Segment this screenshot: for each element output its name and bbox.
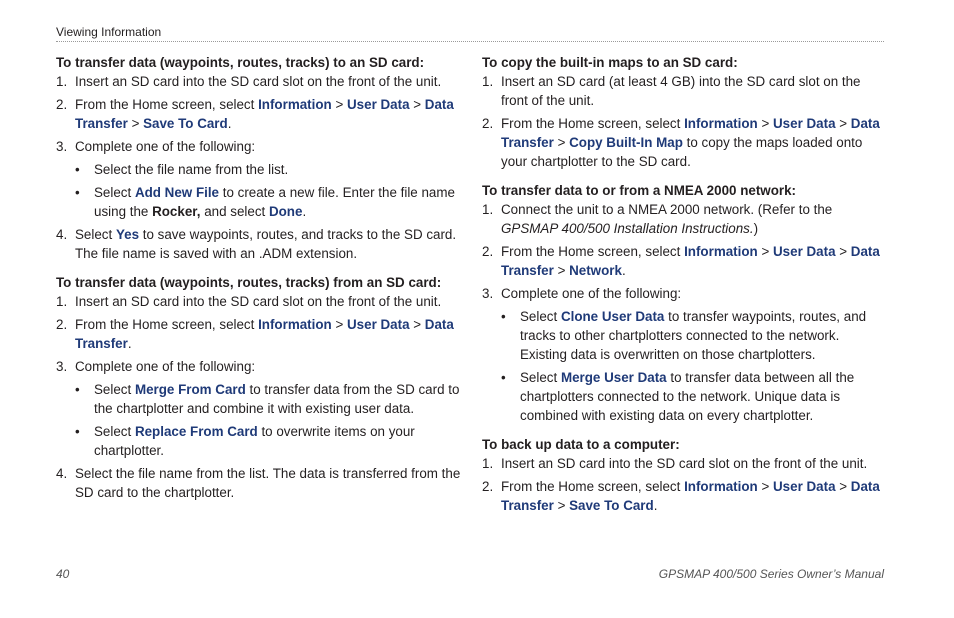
doc-reference: GPSMAP 400/500 Installation Instructions. [501,221,754,236]
step-number: 4. [56,227,68,242]
menu-merge-user-data: Merge User Data [560,370,667,385]
step-number: 1. [56,294,68,309]
bullet-icon: • [75,162,80,177]
menu-user-data: User Data [347,317,410,332]
step-1: 1. Insert an SD card (at least 4 GB) into the SD card slot on the front of the unit. [482,74,861,108]
nmea-section [482,181,886,425]
rocker-key: Rocker, [152,204,201,219]
manual-title: GPSMAP 400/500 Series Owner’s Manual [658,567,884,581]
step-number: 2. [56,97,68,112]
header-divider [56,41,884,42]
step-number: 3. [56,359,68,374]
step-4: 4. Select the file name from the list. The data is transferred from the SD card to the chartplotter. [56,466,461,500]
section-heading: To transfer data (waypoints, routes, tracks) to an SD card: [56,55,425,70]
menu-information: Information [684,479,758,494]
step-number: 4. [56,466,68,481]
step-2: 2. From the Home screen, select Information > User Data > Data Transfer > Copy Built-In Map to copy the maps loaded onto your chartplotter to the SD card. [482,116,880,169]
menu-user-data: User Data [773,244,836,259]
step-number: 2. [482,479,494,494]
option-item: • Select Add New File to create a new file. Enter the file name using the Rocker, and select Done. [75,185,455,219]
option-item: • Select Replace From Card to overwrite items on your chartplotter. [75,424,415,458]
step-list [482,200,886,425]
menu-done: Done [268,204,303,219]
copy-maps-section [482,53,886,171]
menu-merge-from-card: Merge From Card [134,382,246,397]
option-list [501,307,886,425]
menu-network: Network [569,263,622,278]
option-list [75,380,464,460]
menu-data-transfer: Data Transfer [75,317,454,351]
transfer-to-sd-section [56,53,464,263]
menu-save-to-card: Save To Card [143,116,228,131]
menu-replace-from-card: Replace From Card [134,424,258,439]
menu-add-new-file: Add New File [134,185,220,200]
step-number: 1. [482,456,494,471]
menu-user-data: User Data [347,97,410,112]
menu-data-transfer: Data Transfer [501,479,880,513]
step-text: Complete one of the following: [75,139,256,154]
option-item: • Select Merge User Data to transfer data between all the chartplotters connected to the network. Unique data is combined with existing data on every chartplotter. [501,370,855,423]
step-4: 4. Select Yes to save waypoints, routes, and tracks to the SD card. The file name is saved with an .ADM extension. [56,227,457,261]
step-list [56,72,464,263]
section-heading: To back up data to a computer: [482,437,680,452]
section-heading: To transfer data to or from a NMEA 2000 network: [482,183,796,198]
step-3 [56,137,464,221]
section-heading: To copy the built-in maps to an SD card: [482,55,738,70]
bullet-icon: • [501,309,506,324]
menu-user-data: User Data [773,116,836,131]
option-item: • Select the file name from the list. [75,162,289,177]
option-item: • Select Merge From Card to transfer data from the SD card to the chartplotter and combine it with existing user data. [75,382,460,416]
page-number: 40 [56,567,70,581]
bullet-icon: • [501,370,506,385]
step-number: 3. [56,139,68,154]
step-2: 2. From the Home screen, select Information > User Data > Data Transfer > Save To Card. [482,479,880,513]
step-number: 1. [482,202,494,217]
step-number: 2. [482,116,494,131]
menu-save-to-card: Save To Card [569,498,654,513]
backup-section [482,435,886,515]
option-item: • Select Clone User Data to transfer waypoints, routes, and tracks to other chartplotters connected to the network. Existing data is overwritten on those chartplotters. [501,309,867,362]
menu-data-transfer: Data Transfer [501,244,880,278]
step-1: 1. Insert an SD card into the SD card slot on the front of the unit. [56,294,442,309]
step-3: 3. Complete one of the following: • Select Clone User Data to transfer waypoints, routes, and tracks to other chartplotters connected to the network. Existing data is overwritten on those chartplotters. • Select Merge User Data to transfer data between all the chartplotters connected to the network. Unique data is combined with existing data on every chartplotter. [482,284,886,425]
step-number: 2. [482,244,494,259]
section-heading: To transfer data (waypoints, routes, tracks) from an SD card: [56,275,442,290]
menu-information: Information [258,317,332,332]
step-number: 2. [56,317,68,332]
menu-clone-user-data: Clone User Data [560,309,665,324]
step-3: 3. Complete one of the following: • Select Merge From Card to transfer data from the SD card to the chartplotter and combine it with existing user data. • Select Replace From Card to overwrite items on your chartplotter. [56,357,464,460]
menu-copy-built-in-map: Copy Built-In Map [569,135,683,150]
step-2: 2. From the Home screen, select Information > User Data > Data Transfer. [56,317,454,351]
menu-information: Information [684,244,758,259]
transfer-from-sd-section [56,273,464,502]
menu-user-data: User Data [773,479,836,494]
step-2: 2. From the Home screen, select Information > User Data > Data Transfer > Network. [482,244,880,278]
left-column [56,53,464,506]
menu-data-transfer: Data Transfer [75,97,454,131]
step-list [56,292,464,502]
step-list [482,454,886,515]
step-number: 1. [482,74,494,89]
menu-information: Information [684,116,758,131]
step-number: 3. [482,286,494,301]
step-1: 1. Connect the unit to a NMEA 2000 network. (Refer to the GPSMAP 400/500 Installation Instructions.) [482,202,833,236]
section-label: Viewing Information [56,25,162,39]
step-1: 1. Insert an SD card into the SD card slot on the front of the unit. [482,456,868,471]
right-column [482,53,886,519]
step-list [482,72,886,171]
step-1 [56,72,464,91]
option-list [75,160,464,221]
step-text: Insert an SD card into the SD card slot on the front of the unit. [75,74,442,89]
menu-data-transfer: Data Transfer [501,116,880,150]
bullet-icon: • [75,424,80,439]
step-2: 2. From the Home screen, select Information > User Data > Data Transfer > Save To Card. [56,97,454,131]
step-number: 1. [56,74,68,89]
bullet-icon: • [75,185,80,200]
menu-yes: Yes [115,227,140,242]
bullet-icon: • [75,382,80,397]
menu-information: Information [258,97,332,112]
